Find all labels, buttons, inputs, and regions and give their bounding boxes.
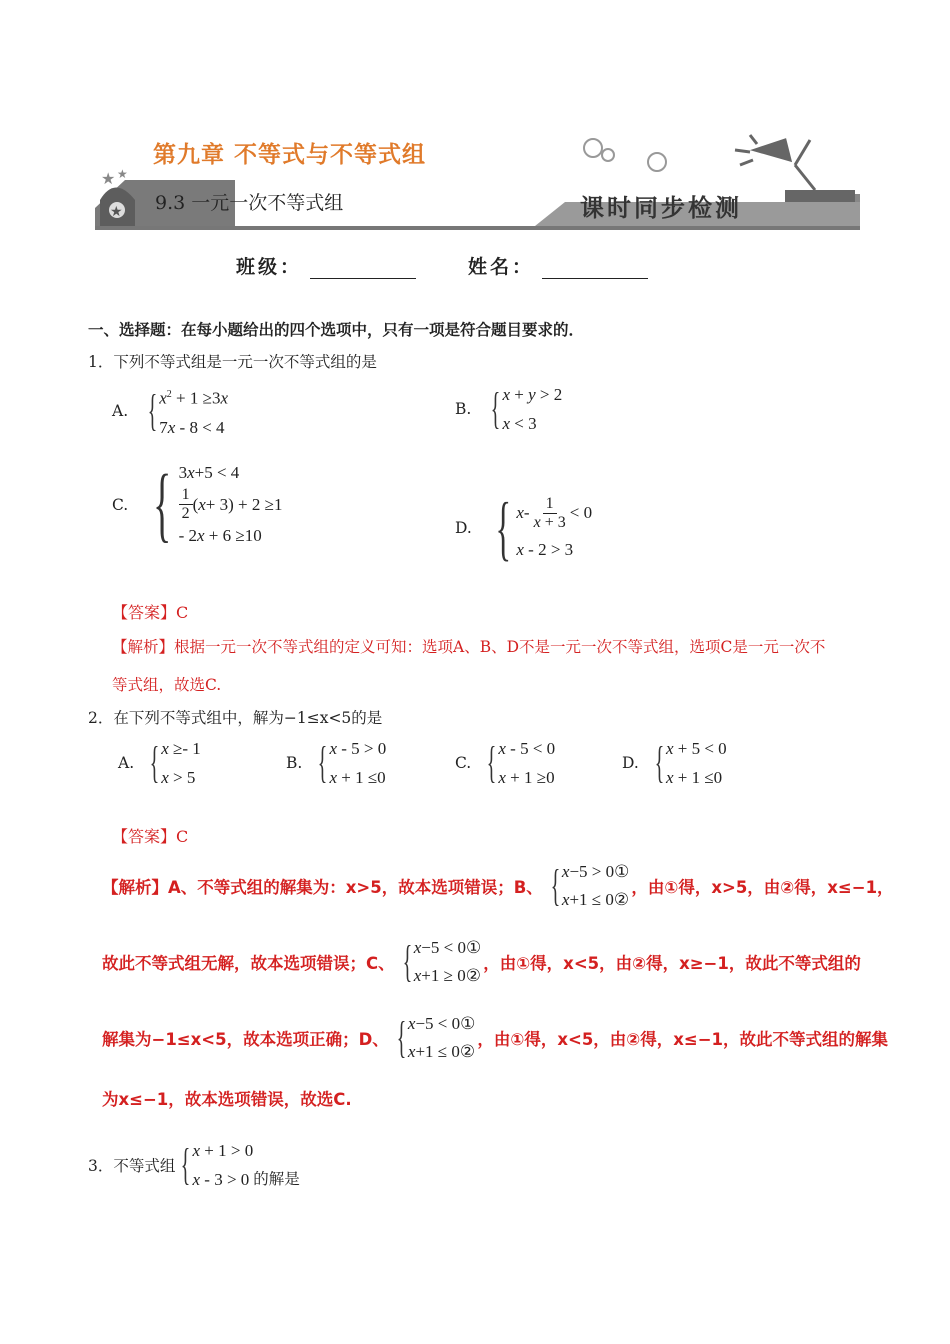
q2-line1-text-b: ，由①得，x>5，由②得，x≤−1， [631, 878, 894, 897]
q2-stem: 2．在下列不等式组中，解为−1≤x<5的是 [88, 709, 383, 727]
desk-lamp-icon [735, 135, 815, 190]
q2-label-c: C. [455, 754, 472, 772]
name-field [468, 252, 648, 279]
q1-system-b: { x + y > 2 x < 3 [491, 384, 563, 433]
q2-line3-text-b: ，由①得，x<5，由②得，x≤−1，故此不等式组的解集 [477, 1030, 889, 1049]
bubble-icon [648, 153, 666, 171]
q2-system-d: { x + 5 < 0 x + 1 ≤0 [654, 738, 727, 787]
q3-system: { x + 1 > 0 x - 3 > 0 [181, 1140, 254, 1189]
q2-analysis-line1 [102, 858, 894, 914]
q2-option-a[interactable] [118, 734, 201, 792]
q1-system-a: { $x^2 + 1 \ge 3x$ 7x - 8 < 4 [147, 385, 229, 437]
name-label: 姓名： [468, 256, 535, 278]
q2-label-a: A. [118, 754, 135, 772]
star-icon: ★ [101, 169, 116, 188]
q1-label-c: C. [112, 495, 129, 514]
q1-label-d: D. [455, 519, 472, 537]
header-banner [95, 120, 860, 240]
q2-line1-text-a: 【解析】A、不等式组的解集为：x>5，故本选项错误；B、 [102, 878, 543, 897]
q1-answer: 【答案】C [112, 603, 189, 622]
book-icon [785, 190, 855, 202]
q1-label-b: B. [455, 400, 472, 418]
sync-label: 课时同步检测 [580, 193, 742, 222]
q1-system-d: { x - $\frac{1}{x + 3}$ < 0 x - 2 > 3 [495, 488, 593, 568]
q1-analysis-tag: 【解析】 [112, 638, 175, 656]
name-blank[interactable] [542, 260, 648, 279]
q3-stem-a: 3．不等式组 [88, 1157, 176, 1175]
q2-label-d: D. [622, 754, 639, 772]
bubble-icon [584, 139, 602, 157]
q2-option-c[interactable] [455, 734, 555, 792]
q2-option-d[interactable] [622, 734, 727, 792]
class-field [236, 252, 416, 279]
q2-analysis-line2 [102, 934, 861, 990]
q2-line3-text-a: 解集为−1≤x<5，故本选项正确；D、 [102, 1030, 389, 1049]
svg-text:★: ★ [110, 204, 123, 220]
q2-analysis-line4: 为x≤−1，故本选项错误，故选C. [102, 1090, 352, 1109]
q2-analysis-system-d: { x−5 < 0① x+1 ≤ 0② [396, 1013, 476, 1062]
q1-option-b[interactable] [455, 380, 562, 438]
q3-stem [88, 1136, 300, 1194]
q2-line2-text-a: 故此不等式组无解，故本选项错误；C、 [102, 954, 395, 973]
q1-analysis-text: 根据一元一次不等式组的定义可知：选项A、B、D不是一元一次不等式组，选项C是一元一次不 [174, 638, 826, 656]
part-heading: 一、选择题：在每小题给出的四个选项中，只有一项是符合题目要求的． [88, 321, 585, 339]
chapter-title: 第九章 不等式与不等式组 [153, 142, 427, 168]
q1-label-a: A. [112, 401, 129, 420]
q1-option-d[interactable] [455, 488, 593, 568]
q2-line2-text-b: ，由①得，x<5，由②得，x≥−1，故此不等式组的 [483, 954, 861, 973]
star-icon: ★ [117, 167, 128, 181]
bubble-icon [602, 149, 614, 161]
q1-analysis-cont: 等式组，故选C. [112, 676, 222, 694]
section-title: 9.3 一元一次不等式组 [155, 192, 344, 214]
q2-analysis-system-b: { x−5 > 0① x+1 ≤ 0② [550, 861, 630, 910]
q2-label-b: B. [286, 754, 303, 772]
q1-stem: 1．下列不等式组是一元一次不等式组的是 [88, 353, 377, 371]
class-label: 班级： [236, 256, 303, 278]
q2-answer: 【答案】C [112, 827, 189, 846]
q1-option-a[interactable] [112, 380, 228, 442]
q2-analysis-system-c: { x−5 < 0① x+1 ≥ 0② [402, 937, 482, 986]
class-blank[interactable] [310, 260, 416, 279]
q2-analysis-line3 [102, 1010, 888, 1066]
q2-system-a: { x ≥- 1 x > 5 [149, 738, 201, 787]
q2-option-b[interactable] [286, 734, 386, 792]
q1-option-c[interactable] [112, 457, 283, 551]
q3-stem-b: 的解是 [253, 1170, 300, 1188]
q1-analysis [112, 635, 872, 657]
q2-system-c: { x - 5 < 0 x + 1 ≥0 [487, 738, 556, 787]
q2-system-b: { x - 5 > 0 x + 1 ≤0 [318, 738, 387, 787]
q1-system-c: { 3x+5 < 4 $\frac{1}{2}$ ( x + 3) + 2 ≥1 - 2x + 6 ≥10 [153, 457, 283, 551]
